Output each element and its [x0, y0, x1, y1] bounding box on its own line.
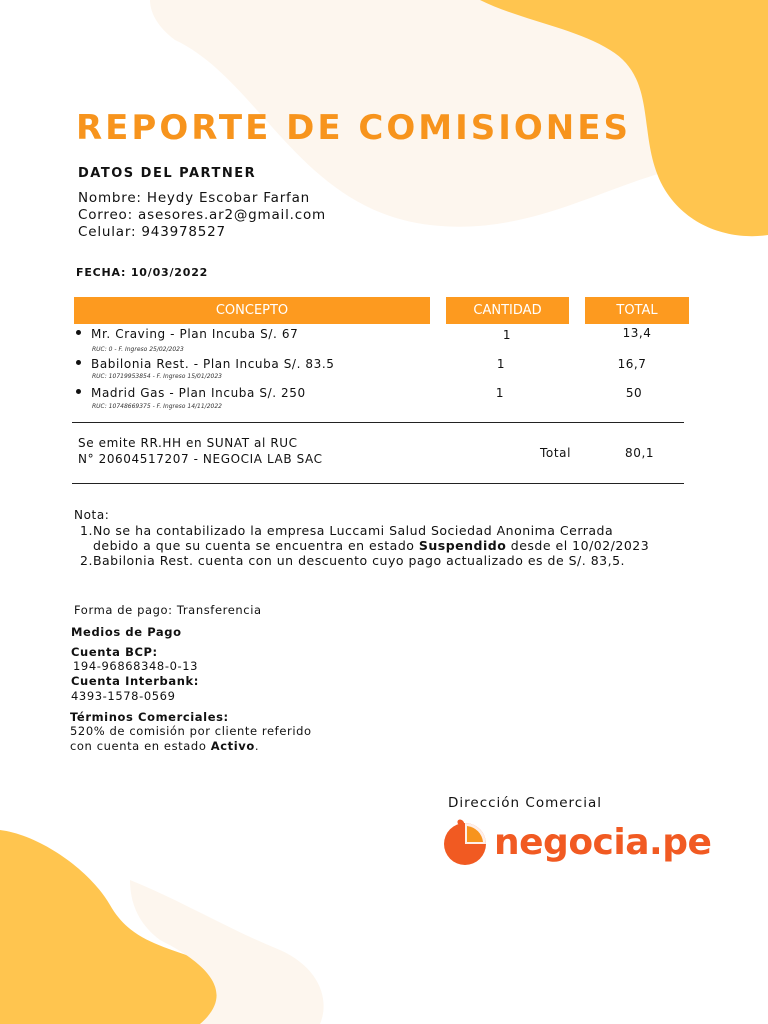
- report-date: FECHA: 10/03/2022: [76, 266, 209, 279]
- nota-item-1-continued: [93, 538, 649, 553]
- header-concepto: CONCEPTO: [74, 297, 430, 324]
- negocia-logo: [442, 818, 711, 866]
- terminos-text: con cuenta en estado: [70, 739, 211, 753]
- nota-item-2: [80, 553, 625, 568]
- row-total: 16,7: [617, 357, 647, 371]
- row-cantidad: 1: [496, 357, 506, 371]
- bcp-account: 194-96868348-0-13: [73, 659, 199, 673]
- partner-correo: Correo: asesores.ar2@gmail.com: [78, 207, 326, 223]
- partner-heading: DATOS DEL PARTNER: [78, 166, 257, 181]
- partner-celular: Celular: 943978527: [78, 224, 226, 240]
- bcp-label: Cuenta BCP:: [71, 645, 158, 659]
- total-value: 80,1: [625, 446, 655, 460]
- nota-text: No se ha contabilizado la empresa Luccami Salud Sociedad Anonima Cerrada: [92, 523, 614, 538]
- row-ruc: RUC: 10748669375 - F. Ingreso 14/11/2022: [92, 403, 222, 410]
- bullet-icon: [76, 389, 81, 394]
- emision-line2: N° 20604517207 - NEGOCIA LAB SAC: [78, 452, 323, 466]
- partner-nombre: Nombre: Heydy Escobar Farfan: [78, 190, 311, 206]
- interbank-account: 4393-1578-0569: [71, 689, 176, 703]
- total-label: Total: [540, 446, 572, 460]
- status-activo: Activo: [210, 739, 255, 753]
- row-ruc: RUC: 10719953854 - F. Ingreso 15/01/2023: [92, 373, 222, 380]
- terminos-text: .: [254, 739, 260, 753]
- row-cantidad: 1: [495, 386, 505, 400]
- terminos-line2: [70, 739, 259, 753]
- nota-text: desde el 10/02/2023: [506, 538, 650, 553]
- medios-pago-heading: Medios de Pago: [71, 625, 182, 639]
- nota-number: 2.: [80, 553, 93, 568]
- table-row: [76, 357, 335, 371]
- bullet-icon: [76, 360, 81, 365]
- table-row: [76, 386, 306, 400]
- row-total: 13,4: [622, 326, 652, 340]
- status-suspendido: Suspendido: [418, 538, 507, 553]
- row-concepto: Mr. Craving - Plan Incuba S/. 67: [91, 327, 299, 341]
- divider: [72, 483, 684, 484]
- forma-pago: Forma de pago: Transferencia: [74, 603, 262, 617]
- row-ruc: RUC: 0 - F. Ingreso 25/02/2023: [92, 346, 184, 353]
- row-cantidad: 1: [502, 328, 512, 342]
- emision-line1: Se emite RR.HH en SUNAT al RUC: [78, 436, 298, 450]
- nota-label: Nota:: [74, 508, 110, 522]
- header-total: TOTAL: [585, 297, 689, 324]
- nota-item-1: [80, 523, 613, 538]
- table-row: [76, 327, 298, 341]
- row-total: 50: [625, 386, 643, 400]
- row-concepto: Madrid Gas - Plan Incuba S/. 250: [91, 386, 306, 400]
- header-cantidad: CANTIDAD: [446, 297, 569, 324]
- divider: [72, 422, 684, 423]
- nota-text: debido a que su cuenta se encuentra en estado: [93, 538, 419, 553]
- nota-text: Babilonia Rest. cuenta con un descuento cuyo pago actualizado es de S/. 83,5.: [92, 553, 626, 568]
- direccion-comercial: Dirección Comercial: [448, 795, 602, 811]
- interbank-label: Cuenta Interbank:: [71, 674, 199, 688]
- terminos-line1: 520% de comisión por cliente referido: [70, 724, 312, 738]
- page-title: REPORTE DE COMISIONES: [76, 108, 631, 148]
- logo-text: negocia.pe: [494, 821, 712, 863]
- nota-number: 1.: [80, 523, 93, 538]
- bullet-icon: [76, 330, 81, 335]
- terminos-heading: Términos Comerciales:: [70, 710, 229, 724]
- row-concepto: Babilonia Rest. - Plan Incuba S/. 83.5: [91, 357, 335, 371]
- orange-fruit-icon: [442, 818, 488, 866]
